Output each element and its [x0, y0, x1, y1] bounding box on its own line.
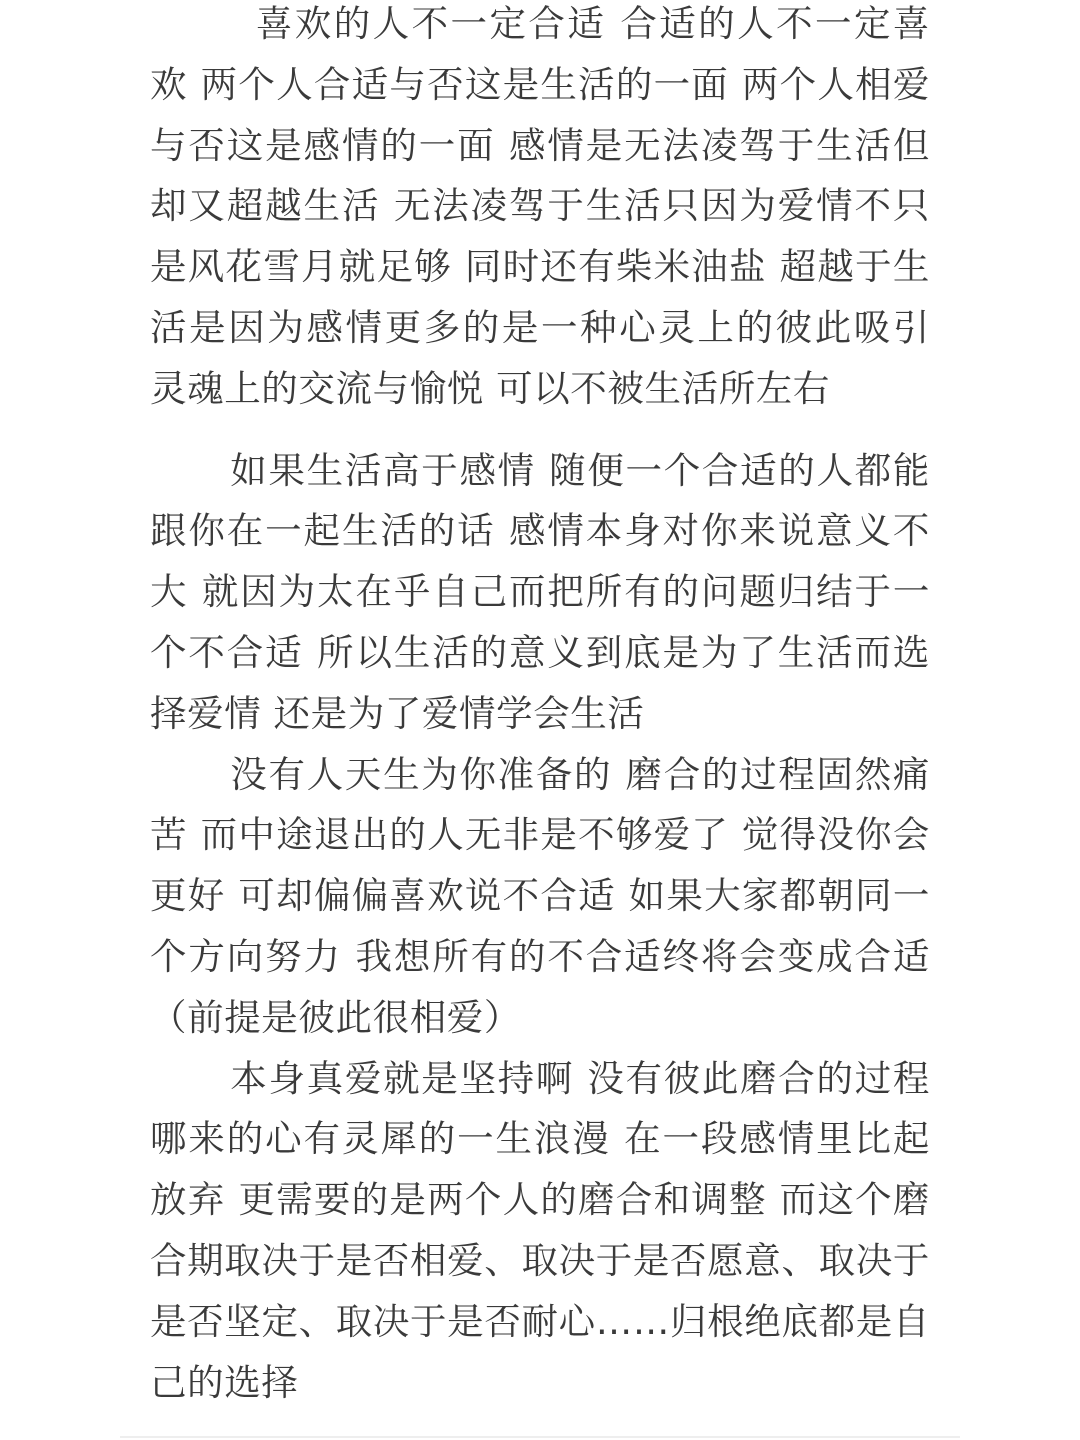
- article-body: [150, 0, 930, 1413]
- paragraph-3: 没有人天生为你准备的 磨合的过程固然痛苦 而中途退出的人无非是不够爱了 觉得没你会更好 可却偏偏喜欢说不合适 如果大家都朝同一个方向努力 我想所有的不合适终将会变成合适（前提是彼此很相爱）: [150, 752, 930, 1039]
- paragraph-2: 如果生活高于感情 随便一个合适的人都能跟你在一起生活的话 感情本身对你来说意义不大 就因为太在乎自己而把所有的问题归结于一个不合适 所以生活的意义到底是为了生活而选择爱情 还是为了爱情学会生活: [150, 448, 930, 735]
- paragraph-4: 本身真爱就是坚持啊 没有彼此磨合的过程哪来的心有灵犀的一生浪漫 在一段感情里比起放弃 更需要的是两个人的磨合和调整 而这个磨合期取决于是否相爱、取决于是否愿意、取决于是否坚定、取决于是否耐心……归根绝底都是自己的选择: [150, 1056, 930, 1404]
- bottom-divider: [120, 1436, 960, 1438]
- paragraph-1: 喜欢的人不一定合适 合适的人不一定喜欢 两个人合适与否这是生活的一面 两个人相爱与否这是感情的一面 感情是无法凌驾于生活但却又超越生活 无法凌驾于生活只因为爱情不只是风花雪月就足够 同时还有柴米油盐 超越于生活是因为感情更多的是一种心灵上的彼此吸引 灵魂上的交流与愉悦 可以不被生活所左右: [150, 2, 930, 410]
